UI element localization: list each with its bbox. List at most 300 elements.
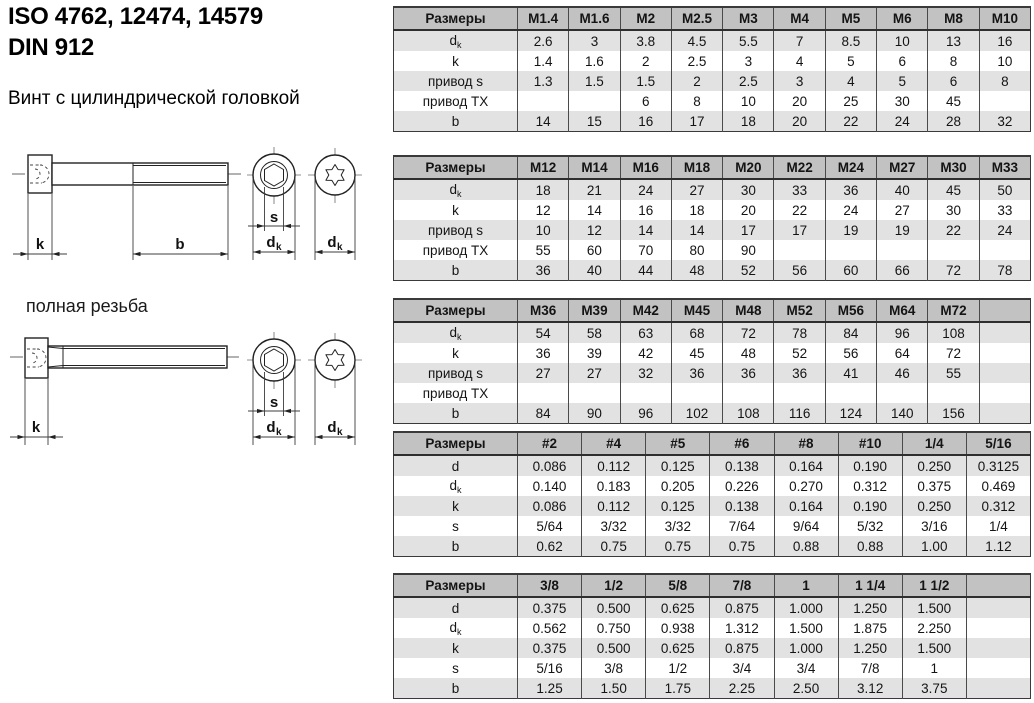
value-cell: 39	[569, 343, 620, 363]
spec-table-inch-number-sizes	[393, 431, 1031, 557]
value-cell	[966, 597, 1030, 618]
row-label: $d_k$	[394, 179, 518, 200]
value-cell: 5/64	[518, 516, 582, 536]
value-cell: 9/64	[774, 516, 838, 536]
value-cell: 40	[877, 179, 928, 200]
value-cell	[979, 322, 1030, 343]
value-cell: 1.500	[902, 638, 966, 658]
value-cell: 7/8	[838, 658, 902, 678]
value-cell: 0.562	[518, 618, 582, 638]
size-column-header: M42	[620, 299, 671, 322]
value-cell: 3/4	[710, 658, 774, 678]
value-cell: 6	[620, 91, 671, 111]
spec-table-metric-m12-to-m33	[393, 155, 1031, 281]
dim-label-s: s	[269, 394, 279, 411]
size-column-header: 1/4	[902, 432, 966, 455]
value-cell: 17	[671, 111, 722, 132]
value-cell: 36	[518, 343, 569, 363]
full-thread-note: полная резьба	[26, 296, 148, 316]
value-cell: 0.125	[646, 455, 710, 476]
value-cell	[569, 383, 620, 403]
value-cell: 1.875	[838, 618, 902, 638]
value-cell: 1.25	[518, 678, 582, 699]
sizes-header: Размеры	[394, 299, 518, 322]
value-cell: 45	[928, 179, 979, 200]
size-column-header: M27	[877, 156, 928, 179]
value-cell: 72	[723, 322, 774, 343]
value-cell: 3/16	[902, 516, 966, 536]
value-cell: 33	[774, 179, 825, 200]
value-cell: 4.5	[671, 30, 722, 51]
value-cell: 27	[518, 363, 569, 383]
table-row	[394, 618, 1031, 638]
value-cell: 0.750	[582, 618, 646, 638]
value-cell: 0.875	[710, 597, 774, 618]
value-cell: 42	[620, 343, 671, 363]
value-cell	[928, 240, 979, 260]
table-row	[394, 455, 1031, 476]
value-cell: 32	[979, 111, 1030, 132]
value-cell: 1.250	[838, 597, 902, 618]
value-cell: 19	[825, 220, 876, 240]
value-cell: 5	[825, 51, 876, 71]
value-cell	[774, 383, 825, 403]
value-cell: 22	[928, 220, 979, 240]
value-cell	[569, 91, 620, 111]
hex-socket-end-view	[253, 154, 295, 196]
spec-table-inch-fraction-sizes	[393, 573, 1031, 699]
value-cell: 0.500	[582, 597, 646, 618]
size-column-header: #2	[518, 432, 582, 455]
value-cell: 10	[979, 51, 1030, 71]
value-cell: 0.112	[582, 455, 646, 476]
value-cell: 48	[671, 260, 722, 281]
value-cell	[966, 638, 1030, 658]
svg-text:k: k	[276, 242, 282, 253]
value-cell: 70	[620, 240, 671, 260]
size-column-header: M24	[825, 156, 876, 179]
size-column-header: M3	[723, 7, 774, 30]
value-cell: 4	[825, 71, 876, 91]
value-cell	[825, 383, 876, 403]
value-cell: 108	[928, 322, 979, 343]
header-row	[394, 156, 1031, 179]
value-cell: 0.375	[518, 638, 582, 658]
value-cell: 0.086	[518, 455, 582, 476]
value-cell: 12	[569, 220, 620, 240]
value-cell: 116	[774, 403, 825, 424]
value-cell: 32	[620, 363, 671, 383]
sizes-header: Размеры	[394, 432, 518, 455]
value-cell: 22	[825, 111, 876, 132]
value-cell	[928, 383, 979, 403]
value-cell: 1.5	[620, 71, 671, 91]
size-column-header: M4	[774, 7, 825, 30]
value-cell: 13	[928, 30, 979, 51]
value-cell: 36	[723, 363, 774, 383]
table-row	[394, 51, 1031, 71]
row-label: привод TX	[422, 93, 489, 109]
value-cell: 1.5	[569, 71, 620, 91]
screw-shank	[52, 163, 228, 185]
value-cell: 2.5	[671, 51, 722, 71]
value-cell: 28	[928, 111, 979, 132]
value-cell: 0.270	[774, 476, 838, 496]
value-cell: 140	[877, 403, 928, 424]
size-column-header: 5/8	[646, 574, 710, 597]
value-cell: 0.205	[646, 476, 710, 496]
value-cell	[518, 383, 569, 403]
value-cell: 14	[518, 111, 569, 132]
value-cell: 0.164	[774, 455, 838, 476]
value-cell: 1/4	[966, 516, 1030, 536]
size-column-header	[966, 574, 1030, 597]
table-row	[394, 91, 1031, 111]
table-row	[394, 597, 1031, 618]
header-row	[394, 299, 1031, 322]
title-block	[8, 1, 263, 63]
value-cell: 84	[825, 322, 876, 343]
dim-label-k: k	[31, 419, 41, 436]
value-cell: 5.5	[723, 30, 774, 51]
value-cell: 48	[723, 343, 774, 363]
value-cell: 56	[825, 343, 876, 363]
table-row	[394, 30, 1031, 51]
value-cell: 72	[928, 343, 979, 363]
size-column-header: M72	[928, 299, 979, 322]
value-cell: 5	[877, 71, 928, 91]
value-cell: 0.625	[646, 638, 710, 658]
value-cell: 19	[877, 220, 928, 240]
header-row	[394, 7, 1031, 30]
value-cell: 1.4	[518, 51, 569, 71]
value-cell: 55	[518, 240, 569, 260]
value-cell: 24	[877, 111, 928, 132]
value-cell: 17	[774, 220, 825, 240]
spec-table	[393, 155, 1031, 281]
value-cell: 14	[569, 200, 620, 220]
value-cell: 0.140	[518, 476, 582, 496]
value-cell: 1	[902, 658, 966, 678]
value-cell: 1.75	[646, 678, 710, 699]
value-cell: 0.183	[582, 476, 646, 496]
value-cell: 0.88	[774, 536, 838, 557]
value-cell: 36	[825, 179, 876, 200]
value-cell: 18	[671, 200, 722, 220]
value-cell: 0.875	[710, 638, 774, 658]
value-cell: 96	[620, 403, 671, 424]
value-cell: 1.000	[774, 597, 838, 618]
value-cell: 0.312	[966, 496, 1030, 516]
size-column-header: M30	[928, 156, 979, 179]
size-column-header: 7/8	[710, 574, 774, 597]
value-cell: 3/8	[582, 658, 646, 678]
size-column-header: M52	[774, 299, 825, 322]
value-cell: 30	[877, 91, 928, 111]
value-cell: 0.138	[710, 455, 774, 476]
value-cell	[979, 240, 1030, 260]
dim-label-dk: d	[327, 419, 337, 436]
spec-table-metric-m36-to-m72	[393, 298, 1031, 424]
value-cell: 1.3	[518, 71, 569, 91]
value-cell	[966, 678, 1030, 699]
row-label: k	[452, 202, 459, 218]
value-cell	[979, 363, 1030, 383]
value-cell: 20	[774, 111, 825, 132]
size-column-header: 1 1/2	[902, 574, 966, 597]
row-label: s	[452, 660, 459, 676]
row-label: $d_k$	[394, 30, 518, 51]
size-column-header: M2	[620, 7, 671, 30]
row-label: привод TX	[422, 385, 489, 401]
value-cell: 2	[671, 71, 722, 91]
value-cell: 1.250	[838, 638, 902, 658]
value-cell: 0.62	[518, 536, 582, 557]
value-cell: 27	[671, 179, 722, 200]
value-cell: 0.226	[710, 476, 774, 496]
value-cell	[966, 658, 1030, 678]
sizes-header: Размеры	[394, 574, 518, 597]
row-label: d	[394, 455, 518, 476]
value-cell: 78	[979, 260, 1030, 281]
value-cell	[774, 240, 825, 260]
value-cell: 0.312	[838, 476, 902, 496]
value-cell	[877, 383, 928, 403]
row-label: k	[394, 496, 518, 516]
value-cell: 46	[877, 363, 928, 383]
row-label: $d_k$	[449, 619, 462, 637]
value-cell: 60	[569, 240, 620, 260]
value-cell: 0.138	[710, 496, 774, 516]
table-row	[394, 496, 1031, 516]
value-cell: 1.312	[710, 618, 774, 638]
value-cell: 1.000	[774, 638, 838, 658]
drawing-partial-thread-screw	[0, 138, 390, 270]
value-cell: 4	[774, 51, 825, 71]
header-row	[394, 574, 1031, 597]
size-column-header: #4	[582, 432, 646, 455]
value-cell: 54	[518, 322, 569, 343]
value-cell: 0.500	[582, 638, 646, 658]
row-label: b	[394, 536, 518, 557]
value-cell: 78	[774, 322, 825, 343]
sizes-header: Размеры	[394, 156, 518, 179]
table-row	[394, 179, 1031, 200]
value-cell: 90	[723, 240, 774, 260]
value-cell: 2	[620, 51, 671, 71]
row-label: $d_k$	[449, 477, 462, 495]
value-cell: 0.625	[646, 597, 710, 618]
value-cell	[979, 343, 1030, 363]
dim-label-dk: d	[327, 234, 337, 251]
value-cell: 0.250	[902, 496, 966, 516]
value-cell: 96	[877, 322, 928, 343]
value-cell: 2.5	[723, 71, 774, 91]
value-cell: 45	[671, 343, 722, 363]
table-row	[394, 240, 1031, 260]
value-cell: 0.938	[646, 618, 710, 638]
value-cell: 60	[825, 260, 876, 281]
value-cell: 52	[723, 260, 774, 281]
value-cell: 10	[877, 30, 928, 51]
value-cell: 55	[928, 363, 979, 383]
size-column-header: M64	[877, 299, 928, 322]
row-label: k	[394, 638, 518, 658]
dim-label-s: s	[269, 209, 279, 226]
value-cell: 2.6	[518, 30, 569, 51]
value-cell: 40	[569, 260, 620, 281]
table-row	[394, 476, 1031, 496]
table-row	[394, 403, 1031, 424]
din-standard-title: DIN 912	[8, 34, 94, 61]
value-cell	[877, 240, 928, 260]
value-cell: 2.25	[710, 678, 774, 699]
spec-table	[393, 298, 1031, 424]
size-column-header: M12	[518, 156, 569, 179]
value-cell: 108	[723, 403, 774, 424]
value-cell: 0.125	[646, 496, 710, 516]
size-column-header: M18	[671, 156, 722, 179]
table-row	[394, 638, 1031, 658]
size-column-header: 3/8	[518, 574, 582, 597]
torx-socket-end-view	[315, 340, 355, 380]
value-cell: 41	[825, 363, 876, 383]
value-cell: 15	[569, 111, 620, 132]
value-cell: 90	[569, 403, 620, 424]
size-column-header: M5	[825, 7, 876, 30]
value-cell: 33	[979, 200, 1030, 220]
svg-text:k: k	[337, 427, 343, 438]
value-cell: 3/4	[774, 658, 838, 678]
value-cell: 66	[877, 260, 928, 281]
value-cell: 5/16	[518, 658, 582, 678]
value-cell: 1.00	[902, 536, 966, 557]
size-column-header: M14	[569, 156, 620, 179]
size-column-header: M20	[723, 156, 774, 179]
value-cell: 30	[928, 200, 979, 220]
value-cell: 8.5	[825, 30, 876, 51]
value-cell: 1.500	[774, 618, 838, 638]
row-label: k	[452, 345, 459, 361]
value-cell	[671, 383, 722, 403]
value-cell: 18	[723, 111, 774, 132]
value-cell: 30	[723, 179, 774, 200]
value-cell: 7/64	[710, 516, 774, 536]
size-column-header: #10	[838, 432, 902, 455]
value-cell: 7	[774, 30, 825, 51]
screw-shank	[48, 346, 227, 368]
size-column-header: M36	[518, 299, 569, 322]
value-cell: 3.12	[838, 678, 902, 699]
value-cell: 27	[877, 200, 928, 220]
table-row	[394, 343, 1031, 363]
value-cell: 27	[569, 363, 620, 383]
value-cell: 0.375	[518, 597, 582, 618]
spec-table	[393, 573, 1031, 699]
value-cell: 0.375	[902, 476, 966, 496]
value-cell: 3	[723, 51, 774, 71]
subtitle: Винт с цилиндрической головкой	[8, 88, 300, 109]
value-cell: 0.190	[838, 455, 902, 476]
value-cell: 1.500	[902, 597, 966, 618]
svg-text:k: k	[276, 427, 282, 438]
size-column-header: #8	[774, 432, 838, 455]
size-column-header: M10	[979, 7, 1030, 30]
value-cell: 24	[825, 200, 876, 220]
value-cell: 1/2	[646, 658, 710, 678]
value-cell: 24	[979, 220, 1030, 240]
value-cell: 3	[774, 71, 825, 91]
value-cell: 0.250	[902, 455, 966, 476]
table-row	[394, 200, 1031, 220]
size-column-header: M22	[774, 156, 825, 179]
size-column-header: M1.4	[518, 7, 569, 30]
sizes-header: Размеры	[394, 7, 518, 30]
row-label: привод s	[394, 363, 518, 383]
value-cell: 3.8	[620, 30, 671, 51]
size-column-header: M56	[825, 299, 876, 322]
value-cell: 36	[518, 260, 569, 281]
value-cell: 0.75	[582, 536, 646, 557]
torx-socket-end-view	[315, 155, 355, 195]
value-cell: 20	[774, 91, 825, 111]
value-cell: 8	[979, 71, 1030, 91]
value-cell: 8	[671, 91, 722, 111]
hex-socket-end-view	[253, 339, 295, 381]
value-cell: 58	[569, 322, 620, 343]
size-column-header: M33	[979, 156, 1030, 179]
value-cell	[979, 403, 1030, 424]
value-cell: 16	[979, 30, 1030, 51]
value-cell: 8	[928, 51, 979, 71]
size-column-header: M1.6	[569, 7, 620, 30]
value-cell: 12	[518, 200, 569, 220]
value-cell: 24	[620, 179, 671, 200]
value-cell	[723, 383, 774, 403]
value-cell: 2.50	[774, 678, 838, 699]
value-cell	[966, 618, 1030, 638]
value-cell: 0.3125	[966, 455, 1030, 476]
value-cell: 1.6	[569, 51, 620, 71]
value-cell: 0.112	[582, 496, 646, 516]
value-cell: 14	[620, 220, 671, 240]
value-cell: 3/32	[582, 516, 646, 536]
value-cell: 102	[671, 403, 722, 424]
value-cell: 0.164	[774, 496, 838, 516]
row-label: b	[394, 111, 518, 132]
row-label: s	[452, 518, 459, 534]
header-row	[394, 432, 1031, 455]
value-cell: 5/32	[838, 516, 902, 536]
table-row	[394, 678, 1031, 699]
value-cell: 14	[671, 220, 722, 240]
row-label: b	[394, 403, 518, 424]
dim-label-k: k	[35, 236, 45, 253]
drawing-full-thread-screw	[0, 318, 390, 448]
value-cell	[620, 383, 671, 403]
value-cell: 3	[569, 30, 620, 51]
value-cell: 1.50	[582, 678, 646, 699]
value-cell: 16	[620, 200, 671, 220]
value-cell: 72	[928, 260, 979, 281]
table-row	[394, 516, 1031, 536]
value-cell: 22	[774, 200, 825, 220]
value-cell: 36	[774, 363, 825, 383]
size-column-header: 1	[774, 574, 838, 597]
value-cell: 6	[928, 71, 979, 91]
value-cell: 16	[620, 111, 671, 132]
value-cell: 68	[671, 322, 722, 343]
